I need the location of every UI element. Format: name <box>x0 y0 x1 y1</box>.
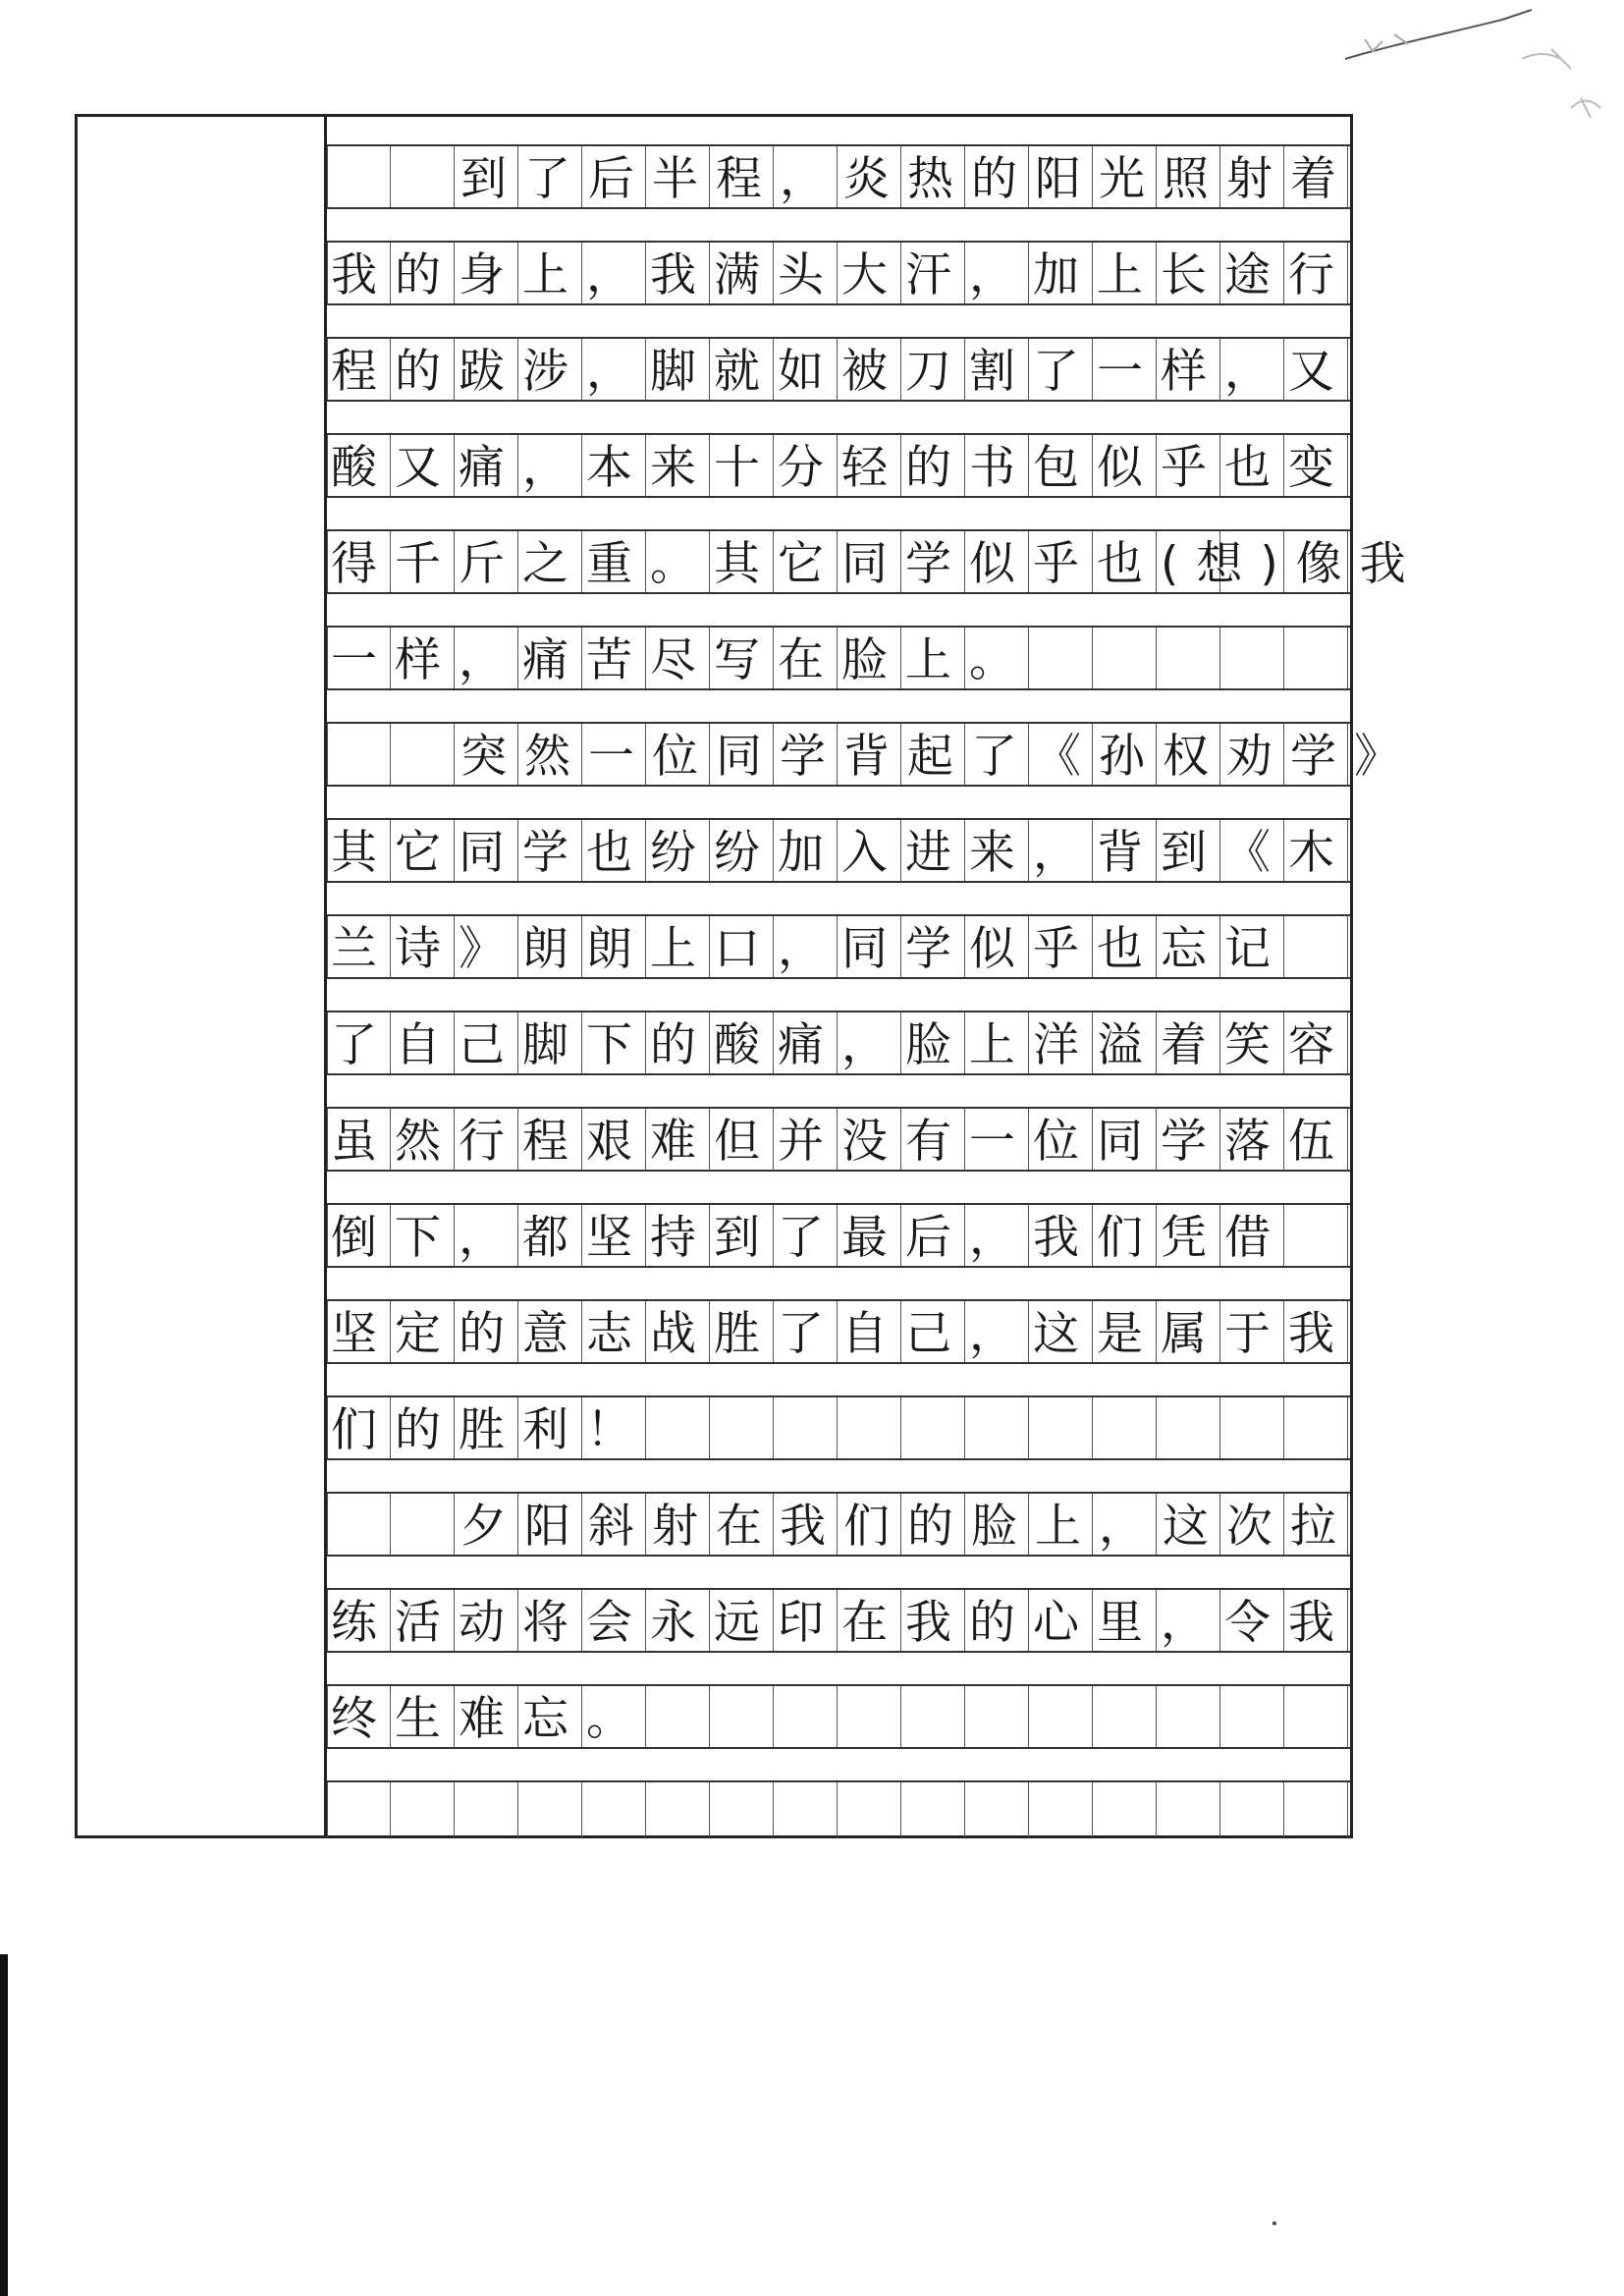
handwritten-line: 夕阳斜射在我们的脸上，这次拉 <box>460 1500 1354 1554</box>
handwritten-line: 我的身上，我满头大汗，加上长途行 <box>331 248 1352 302</box>
grid-line-18 <box>327 1780 1350 1837</box>
handwritten-line: 其它同学也纷纷加入进来，背到《木 <box>331 826 1352 880</box>
handwritten-line: 坚定的意志战胜了自己，这是属于我 <box>331 1307 1352 1361</box>
handwritten-line: 兰诗》朗朗上口，同学似乎也忘记 <box>331 922 1288 976</box>
handwritten-line: 到了后半程，炎热的阳光照射着 <box>460 152 1354 206</box>
handwritten-line: 们的胜利！ <box>331 1403 650 1457</box>
grid-line-14 <box>327 1395 1350 1492</box>
grid-line-12 <box>327 1203 1350 1299</box>
handwritten-line: 虽然行程艰难但并没有一位同学落伍 <box>331 1115 1352 1169</box>
scan-edge-shadow <box>0 1954 8 2296</box>
grid-line-6 <box>327 626 1350 722</box>
handwritten-line: 终生难忘。 <box>331 1692 650 1746</box>
scan-speck <box>1272 2221 1276 2225</box>
grid-line-7 <box>327 722 1418 818</box>
grid-line-15 <box>327 1492 1354 1588</box>
handwritten-line: 一样，痛苦尽写在脸上。 <box>331 633 1033 687</box>
handwritten-line: 突然一位同学背起了《孙权劝学》 <box>460 730 1418 784</box>
handwritten-line: 倒下，都坚持到了最后，我们凭借 <box>331 1211 1288 1265</box>
writing-grid <box>327 117 1424 1835</box>
handwritten-line: 程的跋涉，脚就如被刀割了一样，又 <box>331 345 1352 399</box>
handwritten-line: 了自己脚下的酸痛，脸上洋溢着笑容 <box>331 1018 1352 1072</box>
grid-line-17 <box>327 1684 1350 1780</box>
grid-line-10 <box>327 1011 1350 1107</box>
grid-line-13 <box>327 1299 1350 1395</box>
grid-line-16 <box>327 1588 1350 1684</box>
handwritten-line: 酸又痛，本来十分轻的书包似乎也变 <box>331 441 1352 495</box>
corner-pencil-marks <box>1306 0 1620 157</box>
grid-line-11 <box>327 1107 1350 1203</box>
handwritten-line: 得千斤之重。其它同学似乎也(想)像我 <box>331 537 1424 591</box>
left-margin-column <box>78 117 327 1835</box>
grid-line-4 <box>327 433 1350 529</box>
grid-line-9 <box>327 914 1350 1011</box>
composition-sheet <box>75 114 1424 1838</box>
grid-line-1 <box>327 144 1354 241</box>
grid-line-2 <box>327 241 1350 337</box>
grid-line-3 <box>327 337 1350 433</box>
grid-line-8 <box>327 818 1350 914</box>
grid-line-5 <box>327 529 1424 626</box>
handwritten-line: 练活动将会永远印在我的心里，令我 <box>331 1596 1352 1650</box>
